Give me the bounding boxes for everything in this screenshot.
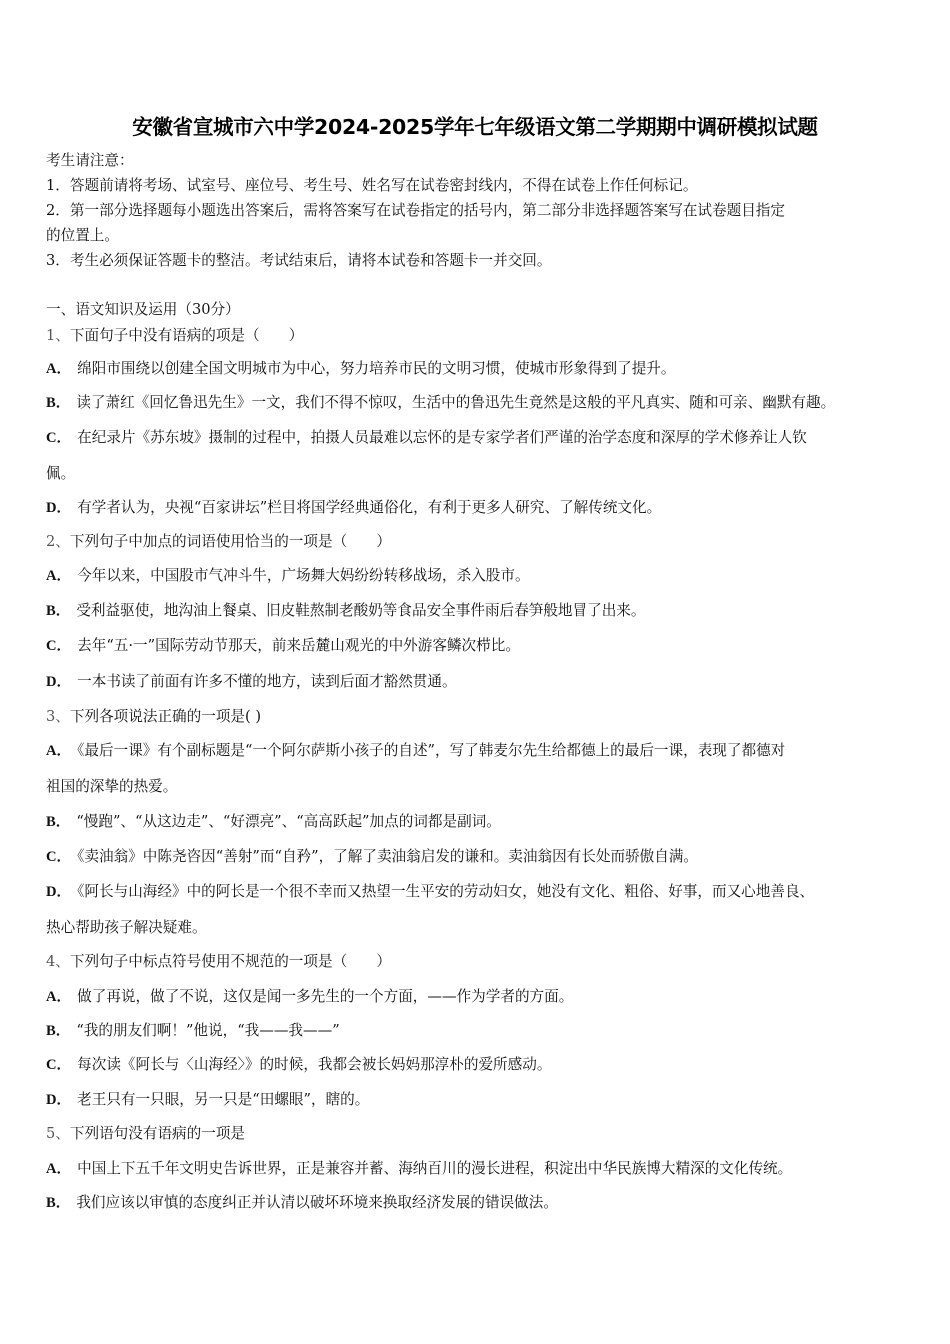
option-d <box>46 1090 369 1110</box>
question-stem: 下列句子中标点符号使用不规范的一项是（ ） <box>69 953 391 970</box>
notice-item: 2．第一部分选择题每小题选出答案后，需将答案写在试卷指定的括号内，第二部分非选择题答案写在试卷题目指定 <box>46 202 785 219</box>
option-letter: A． <box>46 1161 72 1177</box>
option-d-continuation: 热心帮助孩子解决疑难。 <box>46 919 207 936</box>
option-a <box>46 566 530 586</box>
option-text: 读了萧红《回忆鲁迅先生》一文，我们不得不惊叹，生活中的鲁迅先生竟然是这般的平凡真实、随和可亲、幽默有趣。 <box>76 394 836 411</box>
option-text: “慢跑”、“从这边走”、“好漂亮”、“高高跃起”加点的词都是副词。 <box>76 813 501 830</box>
option-c-continuation: 佩。 <box>46 465 76 482</box>
question-5 <box>46 1124 245 1144</box>
option-text: “我的朋友们啊！”他说，“我——我——” <box>76 1022 340 1039</box>
option-letter: C． <box>46 430 72 446</box>
option-d <box>46 672 457 692</box>
question-number: 4、 <box>46 953 70 970</box>
option-text: 中国上下五千年文明史告诉世界，正是兼容并蓄、海纳百川的漫长进程，积淀出中华民族博大精深的文化传统。 <box>77 1160 793 1177</box>
option-letter: C． <box>46 849 72 865</box>
notice-item: 3．考生必须保证答题卡的整洁。考试结束后，请将本试卷和答题卡一并交回。 <box>46 252 552 269</box>
question-stem: 下列语句没有语病的一项是 <box>69 1125 246 1142</box>
question-stem: 下面句子中没有语病的项是（ ） <box>69 327 304 344</box>
option-a <box>46 987 573 1007</box>
option-a <box>46 741 785 761</box>
option-c <box>46 428 807 448</box>
option-b <box>46 393 835 413</box>
option-text: 去年“五·一”国际劳动节那天，前来岳麓山观光的中外游客鳞次栉比。 <box>77 637 520 654</box>
option-text: 在纪录片《苏东坡》摄制的过程中，拍摄人员最难以忘怀的是专家学者们严谨的治学态度和深厚的学术修养让人钦 <box>77 429 807 446</box>
option-c <box>46 847 698 867</box>
option-text: 《阿长与山海经》中的阿长是一个很不幸而又热望一生平安的劳动妇女，她没有文化、粗俗、好事，而又心地善良、 <box>77 883 815 900</box>
question-stem: 下列各项说法正确的一项是( ) <box>69 708 262 725</box>
option-text: 今年以来，中国股市气冲斗牛，广场舞大妈纷纷转移战场，杀入股市。 <box>77 567 530 584</box>
option-c <box>46 1055 551 1075</box>
option-text: 老王只有一只眼，另一只是“田螺眼”，瞎的。 <box>77 1091 370 1108</box>
option-text: 《最后一课》有个副标题是“一个阿尔萨斯小孩子的自述”，写了韩麦尔先生给都德上的最后一课，表现了都德对 <box>77 742 786 759</box>
option-text: 我们应该以审慎的态度纠正并认清以破坏环境来换取经济发展的错误做法。 <box>76 1194 558 1211</box>
option-a-continuation: 祖国的深挚的热爱。 <box>46 778 178 795</box>
option-letter: B． <box>46 603 71 619</box>
option-letter: D． <box>46 674 72 690</box>
option-a <box>46 359 676 379</box>
option-letter: B． <box>46 1195 71 1211</box>
question-number: 3、 <box>46 708 70 725</box>
option-text: 《卖油翁》中陈尧咨因“善射”而“自矜”，了解了卖油翁启发的谦和。卖油翁因有长处而骄傲自满。 <box>77 848 699 865</box>
option-letter: D． <box>46 1092 72 1108</box>
option-b <box>46 1193 558 1213</box>
option-letter: A． <box>46 568 72 584</box>
question-1 <box>46 326 303 346</box>
option-letter: A． <box>46 361 72 377</box>
option-text: 绵阳市围绕以创建全国文明城市为中心，努力培养市民的文明习惯，使城市形象得到了提升。 <box>77 360 676 377</box>
option-letter: B． <box>46 395 71 411</box>
option-a <box>46 1159 792 1179</box>
question-number: 5、 <box>46 1125 70 1142</box>
option-letter: C． <box>46 1057 72 1073</box>
option-letter: D． <box>46 500 72 516</box>
question-4 <box>46 952 391 972</box>
option-b <box>46 812 501 832</box>
notice-item-continuation: 的位置上。 <box>46 227 119 244</box>
option-d <box>46 498 661 518</box>
question-3 <box>46 707 261 727</box>
document-title: 安徽省宣城市六中学2024-2025学年七年级语文第二学期期中调研模拟试题 <box>132 115 818 139</box>
option-text: 受利益驱使，地沟油上餐桌、旧皮鞋熬制老酸奶等食品安全事件雨后春笋般地冒了出来。 <box>76 602 646 619</box>
option-text: 有学者认为，央视“百家讲坛”栏目将国学经典通俗化，有利于更多人研究、了解传统文化。 <box>77 499 662 516</box>
option-text: 做了再说，做了不说，这仅是闻一多先生的一个方面，——作为学者的方面。 <box>77 988 574 1005</box>
option-letter: A． <box>46 743 72 759</box>
question-stem: 下列句子中加点的词语使用恰当的一项是（ ） <box>69 533 391 550</box>
question-number: 1、 <box>46 327 70 344</box>
option-letter: C． <box>46 638 72 654</box>
notice-heading: 考生请注意： <box>46 152 134 169</box>
option-letter: B． <box>46 1023 71 1039</box>
option-d <box>46 882 814 902</box>
option-b <box>46 601 646 621</box>
option-letter: B． <box>46 814 71 830</box>
option-text: 一本书读了前面有许多不懂的地方，读到后面才豁然贯通。 <box>77 673 457 690</box>
notice-item: 1．答题前请将考场、试室号、座位号、考生号、姓名写在试卷密封线内，不得在试卷上作任何标记。 <box>46 177 698 194</box>
option-c <box>46 636 520 656</box>
option-letter: D． <box>46 884 72 900</box>
option-letter: A． <box>46 989 72 1005</box>
section-heading: 一、语文知识及运用（30分） <box>46 301 240 318</box>
question-number: 2、 <box>46 533 70 550</box>
option-text: 每次读《阿长与〈山海经〉》的时候，我都会被长妈妈那淳朴的爱所感动。 <box>77 1056 552 1073</box>
option-b <box>46 1021 340 1041</box>
question-2 <box>46 532 391 552</box>
